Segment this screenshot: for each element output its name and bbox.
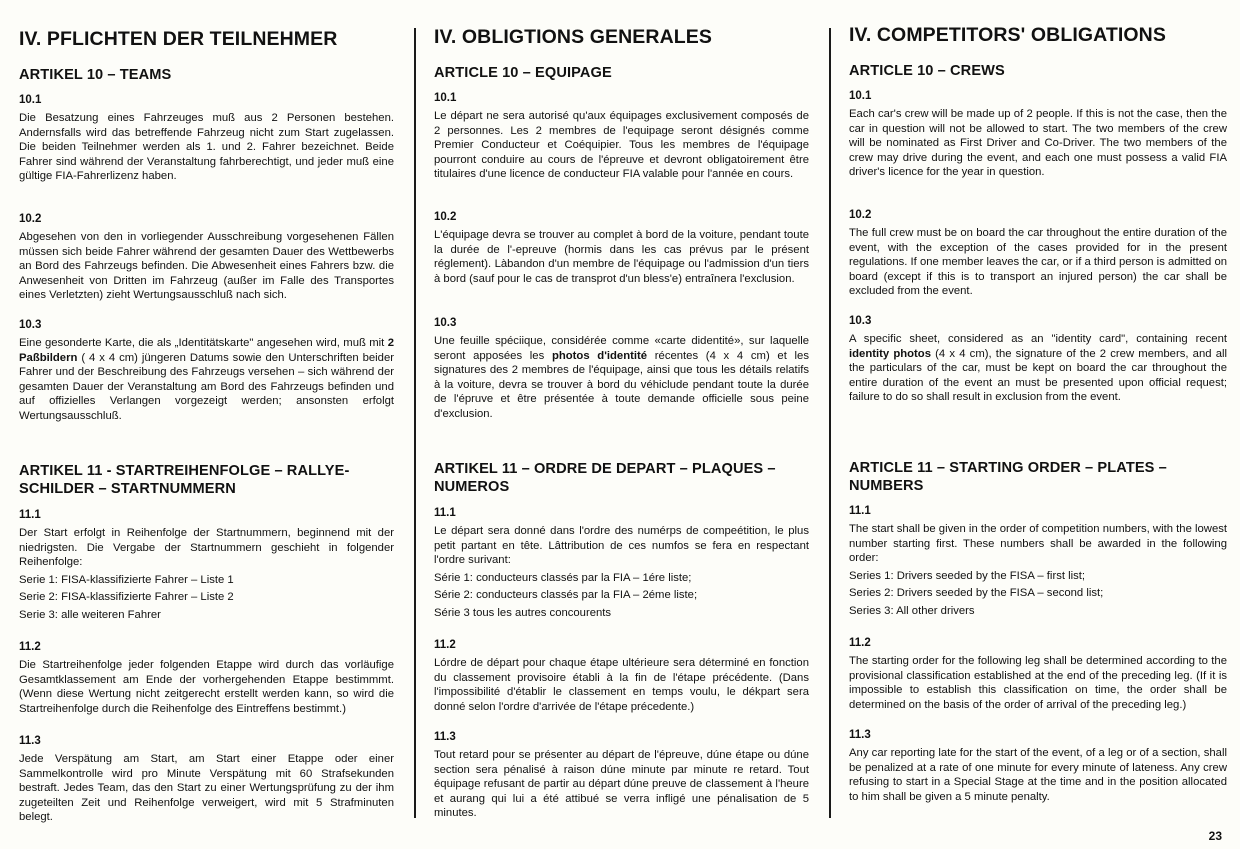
article-title-line: ARTICLE 11 – STARTING ORDER – PLATES – [849, 460, 1167, 476]
paragraph-11-3 [19, 734, 394, 825]
paragraph-text: Any car reporting late for the start of the event, of a leg or of a section, shall be penalized at a rate of one minute for every minute of lateness. Any crew refusing to start in a Special Stage at the time and in the position allocated to him shall be given a 5 minute penalty. [849, 747, 1227, 803]
series-line: Series 1: Drivers seeded by the FISA – first list; [849, 569, 1086, 582]
paragraph-text: Jede Verspätung am Start, am Start einer Etappe oder einer Sammelkontrolle wird pro Minute Verspätung mit 60 Strafsekunden bestraft. Jedes Team, das den Start zu einer Wertungsprüfung zu der ihm zugeteilten Zeit und Reihenfolge verweigert, wird mit 5 Strafminuten belegt. [19, 753, 394, 824]
paragraph-text: Each car's crew will be made up of 2 people. If this is not the case, then the car in question will not be allowed to start. The two members of the crew will be nominated as First Driver and Co-Driver. The two members of the crew may drive during the event, and each one must possess a valid FIA driver's licence for the year in question. [849, 108, 1227, 179]
text-segment: ( 4 x 4 cm) jüngeren Datums sowie den Unterschriften beider Fahrer und der Beschreibung des Fahrzeugs versehen – sich während der gesamten Dauer der Veranstaltung am Bord des Fahrzeugs befinden und auf offizielles Verlangen vorgezeigt werden; ansonsten erfolgt Wertungsausschluß. [19, 351, 394, 422]
paragraph-text: The starting order for the following leg shall be determined according to the provisional classification established at the end of the preceding leg. (If it is impossible to establish this classification on time, the order shall be determined on the basis of the order of arrival of the preceding leg.) [849, 655, 1227, 711]
paragraph-10-1 [849, 89, 1227, 180]
paragraph-text: Die Besatzung eines Fahrzeuges muß aus 2 Personen bestehen. Andernsfalls wird das betreffende Fahrzeug nicht zum Start zugelassen. Die beiden Teilnehmer werden als 1. und 2. Fahrer bezeichnet. Beide Fahrer sind während der Veranstaltung fahrberechtigt, und jeder muß eine gültige FIA-Fahrerlizenz haben. [19, 112, 394, 183]
series-line: Série 1: conducteurs classés par la FIA – 1ére liste; [434, 571, 692, 584]
paragraph-text: L'équipage devra se trouver au complet à bord de la voiture, pendant toute la durée de l'-epreuve (hormis dans les cas prévus par le présent réglement). Làbandon d'un membre de l'équipage ou l'admission d'un tiers à bord (sauf pour le cas de transprot d'un bless'e) entraînera l'exclusion. [434, 229, 809, 285]
paragraph-number: 11.2 [434, 639, 456, 651]
paragraph-number: 10.3 [19, 319, 42, 331]
paragraph-10-2 [849, 208, 1227, 299]
paragraph-text: Abgesehen von den in vorliegender Ausschreibung vorgesehenen Fällen müssen sich beide Fahrer während der gesamten Dauer des Wettbewerbs an Bord des Fahrzeugs befinden. Die Abwesenheit eines Fahrers bzw. die Anwesenheit von Dritten im Fahrzeug (außer im Falle des Transportes eines Verletzten) zieht Wertungsausschluß nach sich. [19, 231, 394, 302]
column-divider [829, 28, 831, 818]
text-segment: Une feuille spéciique, considérée comme «carte didentité», sur laquelle seront apposées les [434, 335, 809, 362]
paragraph-text [19, 336, 394, 424]
article-title-line: SCHILDER – STARTNUMMERN [19, 481, 236, 497]
series-line: Series 2: Drivers seeded by the FISA – second list; [849, 587, 1104, 600]
paragraph-number: 11.3 [434, 731, 456, 743]
paragraph-text: Die Startreihenfolge jeder folgenden Etappe wird durch das vorläufige Gesamtklassement am Ende der vorhergehenden Etappe bestimmmt. (Wenn diese Wertung nicht zeitgerecht erstellt werden kann, so wird die Startreihenfolge durch die Reihenfolge des Eintreffens bestimmt.) [19, 659, 394, 715]
paragraph-text: Lórdre de départ pour chaque étape ultérieure sera déterminé en fonction du classement provisoire établi à la fin de l'étape précédente. (Dans l'impossibilité d'établir le classement en temps voulu, le dékpart sera donné selon l'ordre d'arrivée de l'étape précedente.) [434, 657, 809, 713]
paragraph-number: 10.1 [19, 94, 42, 106]
paragraph-10-3 [19, 318, 394, 424]
article-10-title: ARTIKEL 10 – TEAMS [19, 67, 172, 83]
paragraph-text: Der Start erfolgt in Reihenfolge der Startnummern, beginnend mit der niedrigsten. Die Vergabe der Startnummern geschieht in folgender Reihenfolge: [19, 527, 394, 569]
series-line: Série 3 tous les autres concourents [434, 606, 612, 619]
paragraph-number: 11.2 [19, 641, 41, 653]
article-title-line: NUMEROS [434, 479, 510, 495]
paragraph-text: Le départ ne sera autorisé qu'aux équipages exclusivement composés de 2 personnes. Les 2 membres de l'equipage seront désignés comme Premier Conducteur et Coéquipier. Tous les membres de l'équipage pourront conduire au cours de l'épreuve et devront obligatoirement être titulaires d'une licence de conducteur FIA valable pour l'année en cours. [434, 110, 809, 181]
paragraph-number: 11.3 [849, 729, 871, 741]
series-line: Serie 3: alle weiteren Fahrer [19, 608, 161, 621]
paragraph-number: 11.1 [434, 507, 456, 519]
paragraph-number: 10.2 [434, 211, 457, 223]
paragraph-text [849, 332, 1227, 405]
paragraph-number: 11.2 [849, 637, 871, 649]
article-10-title: ARTICLE 10 – EQUIPAGE [434, 65, 612, 81]
paragraph-10-1 [434, 91, 809, 182]
paragraph-number: 11.3 [19, 735, 41, 747]
paragraph-text: Tout retard pour se présenter au départ de l'épreuve, dúne étape ou dúne section sera pénalisé à raison dúne minute par minute re retard. Tout équipage refusant de partir au départ dúne preuve de classement à l'heure et aurang qui lui a été attibué se verra infligé une pénalisation de 5 minutes. [434, 749, 809, 820]
bold-text: photos d'identité [551, 349, 648, 362]
paragraph-text: The start shall be given in the order of competition numbers, with the lowest number starting first. These numbers shall be awarded in the following order: [849, 523, 1228, 565]
paragraph-number: 10.1 [434, 92, 457, 104]
series-line: Serie 2: FISA-klassifizierte Fahrer – Liste 2 [19, 591, 234, 604]
paragraph-10-2 [19, 212, 394, 303]
paragraph-11-1 [434, 506, 809, 623]
article-11-title [849, 459, 1227, 495]
paragraph-11-1 [19, 508, 394, 625]
section-title: IV. PFLICHTEN DER TEILNEHMER [19, 28, 338, 50]
bold-text: 2 Paßbildern [19, 337, 394, 364]
paragraph-11-2 [19, 640, 394, 716]
article-11-title [19, 462, 394, 498]
series-line: Series 3: All other drivers [849, 604, 975, 617]
text-segment: (4 x 4 cm), the signature of the 2 crew members, and all the particulars of the car, must be kept on board the car throughout the entire duration of the event an must be presented upon official request; failure to do so shall result in exclusion from the event. [849, 347, 1227, 404]
paragraph-10-2 [434, 210, 809, 286]
paragraph-10-3 [434, 316, 809, 422]
text-segment: récentes (4 x 4 cm) et les signatures des 2 membres de l'équipage, ainsi que tous les détails relatifs à la voiture, devra se trouver à bord du véhiclude pendant toute la durée de l'épruve et être présentée à toute demande officielle sous peine d'exclusion. [434, 349, 809, 420]
section-title: IV. COMPETITORS' OBLIGATIONS [849, 24, 1166, 46]
paragraph-number: 10.2 [849, 209, 872, 221]
page-number: 23 [1208, 829, 1222, 843]
paragraph-number: 10.1 [849, 90, 872, 102]
text-segment: A specific sheet, considered as an "identity card", containing recent [849, 333, 1227, 345]
series-line: Série 2: conducteurs classés par la FIA – 2éme liste; [434, 589, 698, 602]
paragraph-number: 10.3 [849, 315, 872, 327]
article-title-line: NUMBERS [849, 478, 924, 494]
column-divider [414, 28, 416, 818]
paragraph-10-1 [19, 93, 394, 184]
paragraph-number: 11.1 [849, 505, 871, 517]
paragraph-11-1 [849, 504, 1227, 621]
paragraph-11-2 [849, 636, 1227, 712]
paragraph-text: The full crew must be on board the car throughout the entire duration of the event, with the exception of the cases provided for in the present regulations. If one member leaves the car, or if a third person is admitted on board (except if this is to transport an injured person) the car shall be excluded from the event. [849, 227, 1228, 298]
series-line: Serie 1: FISA-klassifizierte Fahrer – Liste 1 [19, 573, 234, 586]
text-segment: Eine gesonderte Karte, die als „Identitätskarte" angesehen wird, muß mit [19, 337, 388, 349]
paragraph-11-3 [434, 730, 809, 821]
paragraph-number: 11.1 [19, 509, 41, 521]
article-11-title [434, 460, 809, 496]
article-title-line: ARTIKEL 11 – ORDRE DE DEPART – PLAQUES – [434, 461, 776, 477]
paragraph-11-3 [849, 728, 1227, 804]
section-title: IV. OBLIGTIONS GENERALES [434, 26, 712, 48]
article-title-line: ARTIKEL 11 - STARTREIHENFOLGE – RALLYE- [19, 463, 350, 479]
paragraph-10-3 [849, 314, 1227, 405]
paragraph-number: 10.3 [434, 317, 457, 329]
paragraph-text [434, 334, 809, 422]
bold-text: identity photos [849, 347, 931, 360]
paragraph-text: Le départ sera donné dans l'ordre des numérps de compeétition, le plus petit partant en tête. Lâttribution de ces numfos se fera en respectant l'ordre surivant: [434, 525, 809, 567]
paragraph-11-2 [434, 638, 809, 714]
paragraph-number: 10.2 [19, 213, 42, 225]
article-10-title: ARTICLE 10 – CREWS [849, 63, 1005, 79]
